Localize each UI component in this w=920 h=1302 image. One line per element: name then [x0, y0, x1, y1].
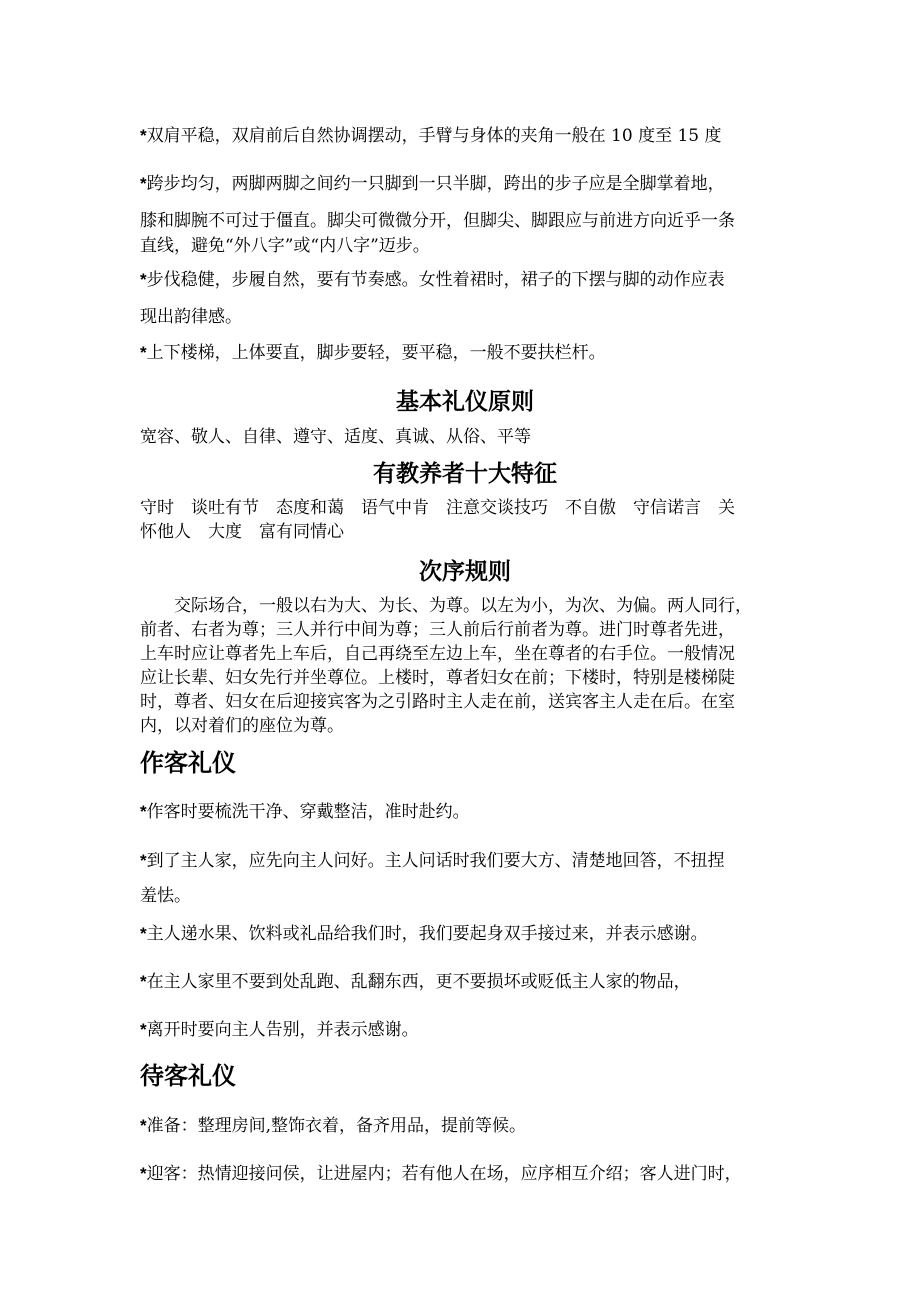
- bullet-star: *: [140, 270, 147, 289]
- walking-item-3-line-2: 现出韵律感。: [140, 307, 242, 327]
- guest-item-4-line-1: 在主人家里不要到处乱跑、乱翻东西，更不要损坏或贬低主人家的物品，: [146, 972, 691, 992]
- guest-item-1-line-1: 作客时要梳洗干净、穿戴整洁，准时赴约。: [146, 802, 470, 822]
- ten-traits-title: 有教养者十大特征: [373, 460, 557, 486]
- bullet-star: *: [140, 1164, 147, 1183]
- walking-item-2-line-3: 直线，避免“外八字”或“内八字”迈步。: [140, 236, 430, 256]
- guest-item-2-line-2: 羞怯。: [140, 886, 191, 906]
- walking-item-1-line-1: 双肩平稳，双肩前后自然协调摆动，手臂与身体的夹角一般在 10 度至 15 度: [146, 126, 722, 146]
- bullet-star: *: [140, 174, 147, 193]
- host-etiquette-title: 待客礼仪: [140, 1063, 236, 1090]
- bullet-star: *: [140, 343, 147, 362]
- guest-etiquette-title: 作客礼仪: [140, 750, 236, 777]
- guest-item-2-line-1: 到了主人家，应先向主人问好。主人问话时我们要大方、清楚地回答，不扭捏: [146, 851, 725, 871]
- guest-item-1: [140, 800, 790, 824]
- host-item-2-line-1: 迎客：热情迎接问侯，让进屋内；若有他人在场，应序相互介绍；客人进门时，: [146, 1164, 742, 1184]
- walking-item-2-line-2: 膝和脚腕不可过于僵直。脚尖可微微分开，但脚尖、脚跟应与前进方向近乎一条: [140, 211, 735, 231]
- walking-item-4: [140, 341, 790, 365]
- guest-item-2: [140, 849, 790, 873]
- basic-principles-title: 基本礼仪原则: [396, 388, 534, 414]
- order-rules-line-2: 前者、右者为尊；三人并行中间为尊；三人前后行前者为尊。进门时尊者先进，: [140, 620, 735, 640]
- bullet-star: *: [140, 851, 147, 870]
- walking-item-4-line-1: 上下楼梯，上体要直，脚步要轻，要平稳，一般不要扶栏杆。: [146, 343, 606, 363]
- walking-item-3: [140, 268, 790, 292]
- bullet-star: *: [140, 972, 147, 991]
- guest-item-5-line-1: 离开时要向主人告别，并表示感谢。: [146, 1020, 419, 1040]
- bullet-star: *: [140, 126, 147, 145]
- bullet-star: *: [140, 924, 147, 943]
- walking-item-2: [140, 172, 790, 196]
- order-rules-title: 次序规则: [419, 558, 511, 584]
- walking-item-2-line-1: 跨步均匀，两脚两脚之间约一只脚到一只半脚，跨出的步子应是全脚掌着地，: [146, 174, 725, 194]
- guest-item-4: [140, 970, 790, 994]
- order-rules-line-3: 上车时应让尊者先上车后，自己再绕至左边上车，坐在尊者的右手位。一般情况: [140, 644, 735, 664]
- guest-item-3: [140, 922, 790, 946]
- basic-principles-text: 宽容、敬人、自律、遵守、适度、真诚、从俗、平等: [140, 427, 531, 447]
- walking-item-1: [140, 124, 790, 148]
- ten-traits-line-2: 怀他人 大度 富有同情心: [140, 522, 344, 542]
- host-item-2: [140, 1162, 790, 1186]
- order-rules-line-1: 交际场合，一般以右为大、为长、为尊。以左为小，为次、为偏。两人同行，: [140, 596, 752, 616]
- order-rules-line-6: 内，以对着们的座位为尊。: [140, 716, 344, 736]
- host-item-1-line-1: 准备：整理房间,整饰衣着，备齐用品，提前等候。: [146, 1116, 527, 1136]
- ten-traits-line-1: 守时 谈吐有节 态度和蔼 语气中肯 注意交谈技巧 不自傲 守信诺言 关: [140, 498, 735, 518]
- bullet-star: *: [140, 1116, 147, 1135]
- bullet-star: *: [140, 1020, 147, 1039]
- host-item-1: [140, 1114, 790, 1138]
- guest-item-5: [140, 1018, 790, 1042]
- guest-item-3-line-1: 主人递水果、饮料或礼品给我们时，我们要起身双手接过来，并表示感谢。: [146, 924, 708, 944]
- walking-item-3-line-1: 步伐稳健，步履自然，要有节奏感。女性着裙时，裙子的下摆与脚的动作应表: [146, 270, 725, 290]
- order-rules-line-4: 应让长辈、妇女先行并坐尊位。上楼时，尊者妇女在前；下楼时，特别是楼梯陡: [140, 668, 735, 688]
- order-rules-line-5: 时，尊者、妇女在后迎接宾客为之引路时主人走在前，送宾客主人走在后。在室: [140, 692, 735, 712]
- bullet-star: *: [140, 802, 147, 821]
